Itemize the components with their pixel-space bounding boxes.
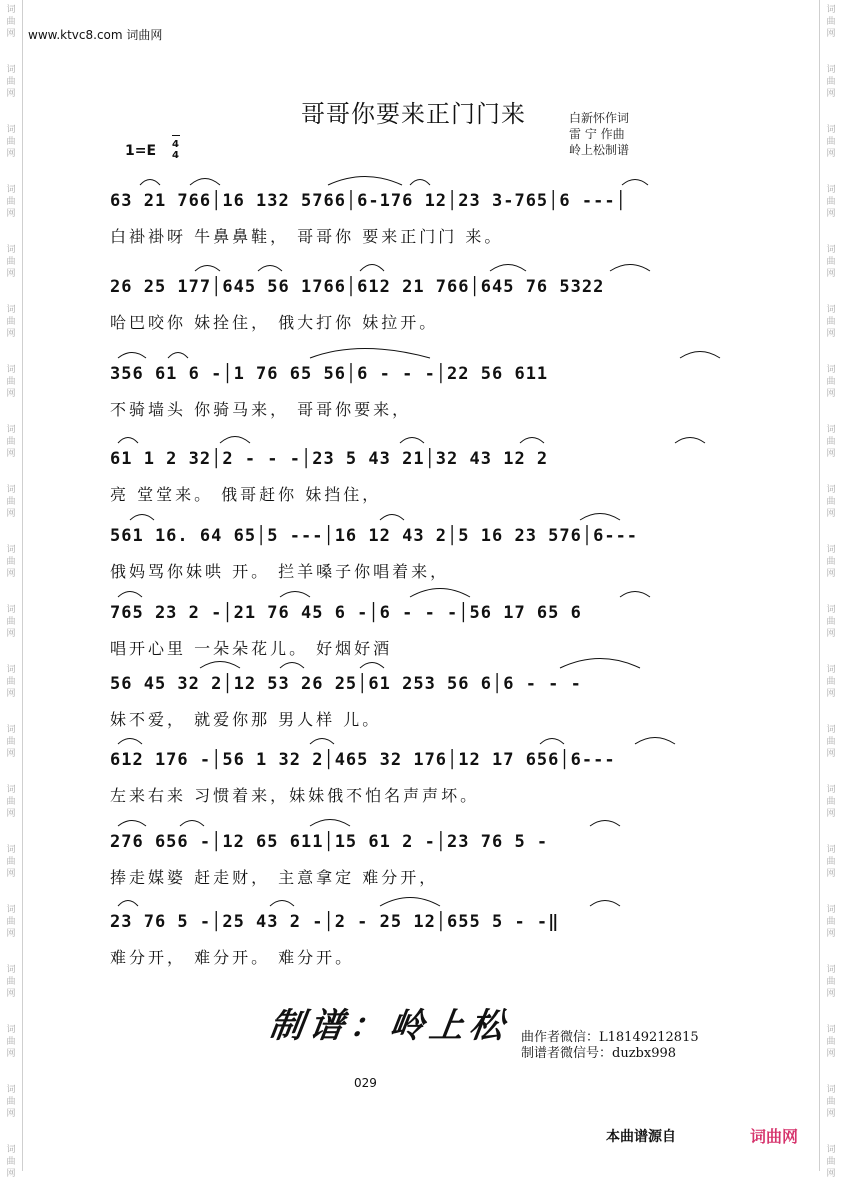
side-watermark: 词 曲 网 [826,125,836,159]
side-watermark: 词 曲 网 [6,485,16,519]
notation-line: 276 656 -│12 65 611│15 61 2 -│23 76 5 - [110,832,549,852]
side-watermark: 词 曲 网 [826,665,836,699]
side-watermark: 词 曲 网 [6,845,16,879]
lyric-line: 妹不爱， 就爱你那 男人样 儿。 [110,710,382,729]
side-watermark: 词 曲 网 [826,965,836,999]
time-signature-top: 4 [172,139,179,150]
side-watermark: 词 曲 网 [6,785,16,819]
side-watermark: 词 曲 网 [826,1025,836,1059]
handwritten-signature: 制谱：岭上松 [266,1006,513,1046]
side-watermark: 词 曲 网 [6,665,16,699]
side-watermark: 词 曲 网 [826,905,836,939]
lyric-line: 哈巴咬你 妹拴住， 俄大打你 妹拉开。 [110,313,439,332]
side-watermark: 词 曲 网 [6,125,16,159]
lyric-line: 难分开， 难分开。 难分开。 [110,948,355,967]
side-watermark: 词 曲 网 [6,605,16,639]
lyric-line: 俄妈骂你妹哄 开。 拦羊嗓子你唱着来， [110,562,450,581]
side-watermark: 词 曲 网 [826,5,836,39]
lyric-line: 亮 堂堂来。 俄哥赶你 妹挡住， [110,485,382,504]
side-watermark: 词 曲 网 [826,545,836,579]
key-signature: 1=E [125,143,157,159]
notation-line: 56 45 32 2│12 53 26 25│61 253 56 6│6 - - - [110,674,582,694]
side-watermark: 词 曲 网 [826,725,836,759]
notation-line: 612 176 -│56 1 32 2│465 32 176│12 17 656│6--- [110,750,616,770]
notation-line: 26 25 177│645 56 1766│612 21 766│645 76 5322 [110,277,605,297]
footer-source-label: 本曲谱源自 [606,1129,676,1145]
footer-brand-link[interactable]: 词曲网 [750,1127,799,1146]
time-signature [172,139,179,161]
song-title: 哥哥你要来正门门来 [301,100,526,128]
notation-line: 61 1 2 32│2 - - -│23 5 43 21│32 43 12 2 [110,449,549,469]
lyricist-credit: 白新怀作词 [569,111,630,125]
notation-line: 63 21 766│16 132 5766│6-176 12│23 3-765│6 ---│ [110,191,627,211]
side-watermark: 词 曲 网 [6,1085,16,1119]
notation-line: 356 61 6 -│1 76 65 56│6 - - -│22 56 611 [110,364,549,384]
composer-credit: 雷 宁 作曲 [569,127,625,141]
side-watermark: 词 曲 网 [6,305,16,339]
side-watermark: 词 曲 网 [826,785,836,819]
side-watermark: 词 曲 网 [826,1085,836,1119]
side-watermark: 词 曲 网 [6,1025,16,1059]
arranger-wechat: 制谱者微信号：duzbx998 [521,1046,677,1061]
side-watermark: 词 曲 网 [6,425,16,459]
lyric-line: 白褂褂呀 牛鼻鼻鞋， 哥哥你 要来正门门 来。 [110,227,504,246]
lyric-line: 不骑墙头 你骑马来， 哥哥你要来， [110,400,412,419]
side-watermark: 词 曲 网 [6,905,16,939]
composer-wechat: 曲作者微信：L18149212815 [521,1030,699,1045]
side-watermark: 词 曲 网 [6,965,16,999]
page-number: 029 [354,1076,377,1090]
arranger-credit: 岭上松制谱 [569,143,630,157]
side-watermark: 词 曲 网 [826,425,836,459]
side-watermark: 词 曲 网 [826,305,836,339]
side-watermark: 词 曲 网 [826,485,836,519]
lyric-line: 捧走媒婆 赶走财， 主意拿定 难分开， [110,868,439,887]
credits-block [569,110,629,158]
side-watermark: 词 曲 网 [6,725,16,759]
lyric-line: 唱开心里 一朵朵花儿。 好烟好酒 [110,639,393,658]
side-watermark: 词 曲 网 [826,65,836,99]
contact-info [521,1030,699,1062]
side-watermark: 词 曲 网 [826,605,836,639]
notation-line: 765 23 2 -│21 76 45 6 -│6 - - -│56 17 65 6 [110,603,582,623]
side-watermark: 词 曲 网 [6,545,16,579]
side-watermark: 词 曲 网 [826,845,836,879]
side-watermark: 词 曲 网 [826,365,836,399]
side-watermark: 词 曲 网 [6,185,16,219]
time-signature-bottom: 4 [172,150,179,161]
notation-line: 23 76 5 -│25 43 2 -│2 - 25 12│655 5 - -‖ [110,912,560,932]
lyric-line: 左来右来 习惯着来，妹妹俄不怕名声声坏。 [110,786,480,805]
side-watermark: 词 曲 网 [6,365,16,399]
side-watermark: 词 曲 网 [826,185,836,219]
site-header[interactable]: www.ktvc8.com 词曲网 [28,28,163,42]
side-watermark: 词 曲 网 [6,1145,16,1179]
side-watermark: 词 曲 网 [826,245,836,279]
side-watermark: 词 曲 网 [6,245,16,279]
notation-line: 561 16. 64 65│5 ---│16 12 43 2│5 16 23 576│6--- [110,526,639,546]
side-watermark: 词 曲 网 [6,65,16,99]
side-watermark: 词 曲 网 [6,5,16,39]
side-watermark: 词 曲 网 [826,1145,836,1179]
